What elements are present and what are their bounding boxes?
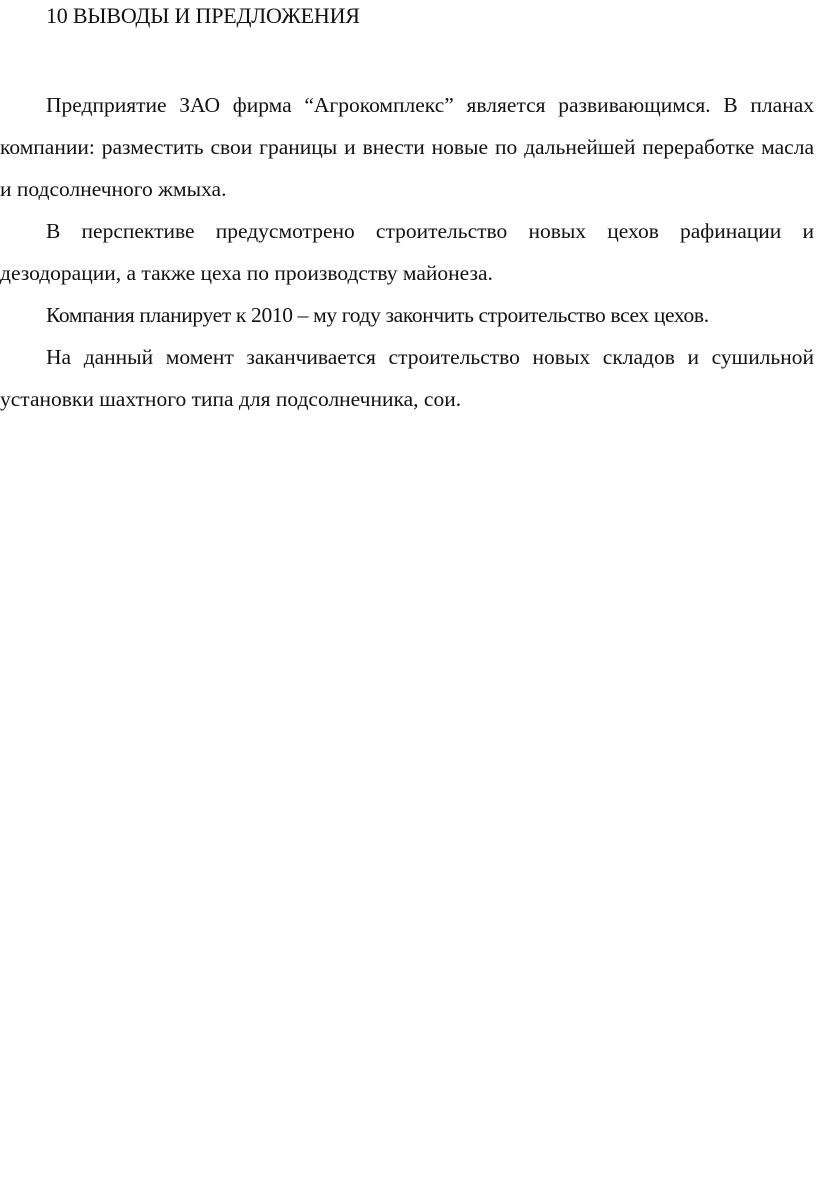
body-text xyxy=(0,84,814,420)
paragraph-construction-plan: Компания планирует к 2010 – му году закончить строительство всех цехов. xyxy=(46,303,709,327)
paragraph-company-development: Предприятие ЗАО фирма “Агрокомплекс” является развивающимся. В планах компании: разместить свои границы и внести новые по дальнейшей переработке масла и подсолнечного жмыха. xyxy=(0,93,814,201)
paragraph-current-construction: На данный момент заканчивается строительство новых складов и сушильной установки шахтного типа для подсолнечника, сои. xyxy=(0,345,814,411)
paragraph-new-workshops: В перспективе предусмотрено строительство новых цехов рафинации и дезодорации, а также цеха по производству майонеза. xyxy=(0,219,814,285)
section-heading: 10 ВЫВОДЫ И ПРЕДЛОЖЕНИЯ xyxy=(46,3,360,28)
